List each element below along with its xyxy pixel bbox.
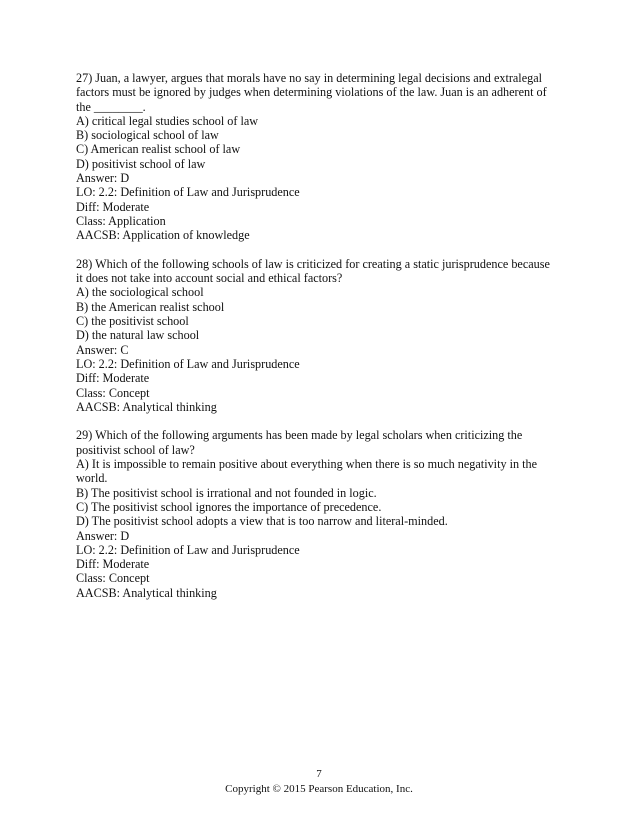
question-28 <box>76 257 570 414</box>
answer-option-d: D) positivist school of law <box>76 156 206 171</box>
aacsb-tag: AACSB: Application of knowledge <box>76 228 250 243</box>
answer-option-b: B) the American realist school <box>76 299 225 314</box>
answer-option-c: C) the positivist school <box>76 314 189 329</box>
learning-objective: LO: 2.2: Definition of Law and Jurisprudence <box>76 185 300 200</box>
learning-objective: LO: 2.2: Definition of Law and Jurisprudence <box>76 356 300 371</box>
answer-option-b: B) The positivist school is irrational and not founded in logic. <box>76 485 377 500</box>
answer-option-d: D) The positivist school adopts a view that is too narrow and literal-minded. <box>76 514 448 529</box>
question-stem-line: positivist school of law? <box>76 442 195 457</box>
answer-option-c: C) American realist school of law <box>76 142 241 157</box>
question-stem-line: 29) Which of the following arguments has been made by legal scholars when criticizing the <box>76 428 523 443</box>
question-stem-line: the ________. <box>76 99 146 114</box>
aacsb-tag: AACSB: Analytical thinking <box>76 399 217 414</box>
answer-key: Answer: D <box>76 528 130 543</box>
answer-option-d: D) the natural law school <box>76 328 200 343</box>
question-27 <box>76 71 570 243</box>
copyright-notice: Copyright © 2015 Pearson Education, Inc. <box>225 783 413 795</box>
question-stem-line: it does not take into account social and ethical factors? <box>76 271 343 286</box>
difficulty: Diff: Moderate <box>76 371 150 386</box>
answer-option-a: A) the sociological school <box>76 285 204 300</box>
answer-option-a-continued: world. <box>76 471 108 486</box>
aacsb-tag: AACSB: Analytical thinking <box>76 585 217 600</box>
difficulty: Diff: Moderate <box>76 557 150 572</box>
difficulty: Diff: Moderate <box>76 199 150 214</box>
question-class: Class: Application <box>76 213 166 228</box>
question-stem-line: 28) Which of the following schools of law is criticized for creating a static jurisprudence because <box>76 256 550 271</box>
question-list <box>76 71 570 614</box>
question-stem-line: 27) Juan, a lawyer, argues that morals have no say in determining legal decisions and extralegal <box>76 71 542 85</box>
answer-option-c: C) The positivist school ignores the importance of precedence. <box>76 499 382 514</box>
question-29 <box>76 428 570 600</box>
question-class: Class: Concept <box>76 571 150 586</box>
answer-option-b: B) sociological school of law <box>76 128 219 143</box>
question-class: Class: Concept <box>76 385 150 400</box>
page-number: 7 <box>316 768 322 780</box>
question-stem-line: factors must be ignored by judges when determining violations of the law. Juan is an adherent of <box>76 85 547 100</box>
answer-key: Answer: D <box>76 171 130 186</box>
learning-objective: LO: 2.2: Definition of Law and Jurisprudence <box>76 542 300 557</box>
answer-option-a: A) critical legal studies school of law <box>76 113 259 128</box>
answer-key: Answer: C <box>76 342 129 357</box>
answer-option-a: A) It is impossible to remain positive about everything when there is so much negativity in the <box>76 457 538 472</box>
